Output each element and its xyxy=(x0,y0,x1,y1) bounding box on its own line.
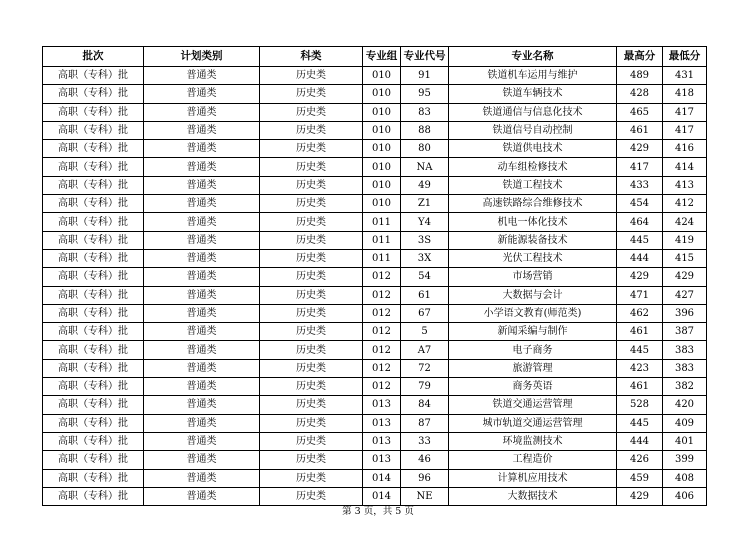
cell-major-code: 79 xyxy=(401,378,449,396)
cell-major-name: 铁道信号自动控制 xyxy=(449,121,617,139)
cell-subject-category: 历史类 xyxy=(260,231,363,249)
column-header-lowest-score: 最低分 xyxy=(663,47,707,67)
cell-major-code: 5 xyxy=(401,323,449,341)
cell-batch: 高职（专科）批 xyxy=(43,359,144,377)
cell-batch: 高职（专科）批 xyxy=(43,213,144,231)
cell-subject-category: 历史类 xyxy=(260,323,363,341)
table-row xyxy=(43,158,707,176)
table-row xyxy=(43,487,707,505)
cell-subject-category: 历史类 xyxy=(260,195,363,213)
cell-highest-score: 429 xyxy=(617,487,663,505)
cell-batch: 高职（专科）批 xyxy=(43,451,144,469)
table-row xyxy=(43,451,707,469)
table-row xyxy=(43,469,707,487)
cell-major-group: 013 xyxy=(363,451,401,469)
cell-major-name: 铁道机车运用与维护 xyxy=(449,67,617,85)
cell-major-code: 3X xyxy=(401,249,449,267)
cell-major-code: 95 xyxy=(401,85,449,103)
cell-highest-score: 454 xyxy=(617,195,663,213)
cell-subject-category: 历史类 xyxy=(260,268,363,286)
cell-major-name: 高速铁路综合维修技术 xyxy=(449,195,617,213)
cell-major-group: 010 xyxy=(363,67,401,85)
cell-major-group: 011 xyxy=(363,249,401,267)
cell-subject-category: 历史类 xyxy=(260,176,363,194)
cell-lowest-score: 427 xyxy=(663,286,707,304)
table-row xyxy=(43,341,707,359)
cell-subject-category: 历史类 xyxy=(260,304,363,322)
cell-batch: 高职（专科）批 xyxy=(43,341,144,359)
cell-lowest-score: 406 xyxy=(663,487,707,505)
cell-plan-category: 普通类 xyxy=(144,103,260,121)
cell-subject-category: 历史类 xyxy=(260,67,363,85)
table-row xyxy=(43,378,707,396)
cell-major-name: 新能源装备技术 xyxy=(449,231,617,249)
cell-major-code: NE xyxy=(401,487,449,505)
cell-major-name: 铁道通信与信息化技术 xyxy=(449,103,617,121)
cell-major-group: 013 xyxy=(363,414,401,432)
cell-plan-category: 普通类 xyxy=(144,432,260,450)
cell-highest-score: 465 xyxy=(617,103,663,121)
column-header-major-group: 专业组 xyxy=(363,47,401,67)
cell-highest-score: 429 xyxy=(617,268,663,286)
table-row xyxy=(43,432,707,450)
cell-plan-category: 普通类 xyxy=(144,121,260,139)
cell-lowest-score: 419 xyxy=(663,231,707,249)
cell-subject-category: 历史类 xyxy=(260,378,363,396)
cell-lowest-score: 383 xyxy=(663,341,707,359)
cell-highest-score: 489 xyxy=(617,67,663,85)
table-row xyxy=(43,249,707,267)
cell-major-name: 光伏工程技术 xyxy=(449,249,617,267)
table-header-row xyxy=(43,47,707,67)
table-body xyxy=(43,67,707,506)
cell-lowest-score: 424 xyxy=(663,213,707,231)
cell-highest-score: 464 xyxy=(617,213,663,231)
table-row xyxy=(43,121,707,139)
cell-lowest-score: 396 xyxy=(663,304,707,322)
table-row xyxy=(43,286,707,304)
table-row xyxy=(43,268,707,286)
cell-subject-category: 历史类 xyxy=(260,140,363,158)
cell-batch: 高职（专科）批 xyxy=(43,195,144,213)
cell-plan-category: 普通类 xyxy=(144,195,260,213)
cell-subject-category: 历史类 xyxy=(260,341,363,359)
cell-subject-category: 历史类 xyxy=(260,487,363,505)
cell-major-group: 010 xyxy=(363,121,401,139)
table-row xyxy=(43,176,707,194)
column-header-subject-category: 科类 xyxy=(260,47,363,67)
cell-lowest-score: 412 xyxy=(663,195,707,213)
page-number-footer: 第 3 页，共 5 页 xyxy=(342,506,414,517)
cell-highest-score: 462 xyxy=(617,304,663,322)
cell-major-group: 011 xyxy=(363,231,401,249)
cell-plan-category: 普通类 xyxy=(144,469,260,487)
cell-subject-category: 历史类 xyxy=(260,286,363,304)
cell-batch: 高职（专科）批 xyxy=(43,176,144,194)
cell-major-name: 铁道工程技术 xyxy=(449,176,617,194)
table-row xyxy=(43,414,707,432)
cell-major-group: 014 xyxy=(363,469,401,487)
cell-major-name: 动车组检修技术 xyxy=(449,158,617,176)
table-row xyxy=(43,140,707,158)
cell-batch: 高职（专科）批 xyxy=(43,432,144,450)
cell-major-name: 铁道供电技术 xyxy=(449,140,617,158)
cell-batch: 高职（专科）批 xyxy=(43,323,144,341)
cell-major-group: 010 xyxy=(363,85,401,103)
cell-batch: 高职（专科）批 xyxy=(43,121,144,139)
cell-major-group: 011 xyxy=(363,213,401,231)
cell-batch: 高职（专科）批 xyxy=(43,396,144,414)
cell-batch: 高职（专科）批 xyxy=(43,140,144,158)
cell-highest-score: 428 xyxy=(617,85,663,103)
cell-major-group: 010 xyxy=(363,103,401,121)
cell-major-name: 铁道车辆技术 xyxy=(449,85,617,103)
cell-major-group: 012 xyxy=(363,378,401,396)
cell-highest-score: 426 xyxy=(617,451,663,469)
cell-plan-category: 普通类 xyxy=(144,231,260,249)
cell-subject-category: 历史类 xyxy=(260,213,363,231)
cell-batch: 高职（专科）批 xyxy=(43,85,144,103)
cell-highest-score: 461 xyxy=(617,323,663,341)
cell-major-name: 机电一体化技术 xyxy=(449,213,617,231)
cell-batch: 高职（专科）批 xyxy=(43,67,144,85)
column-header-major-code: 专业代号 xyxy=(401,47,449,67)
cell-highest-score: 444 xyxy=(617,249,663,267)
cell-highest-score: 417 xyxy=(617,158,663,176)
cell-lowest-score: 413 xyxy=(663,176,707,194)
cell-major-code: 87 xyxy=(401,414,449,432)
cell-lowest-score: 416 xyxy=(663,140,707,158)
cell-plan-category: 普通类 xyxy=(144,359,260,377)
cell-batch: 高职（专科）批 xyxy=(43,487,144,505)
cell-lowest-score: 382 xyxy=(663,378,707,396)
cell-lowest-score: 414 xyxy=(663,158,707,176)
cell-major-group: 010 xyxy=(363,140,401,158)
cell-highest-score: 444 xyxy=(617,432,663,450)
cell-major-name: 城市轨道交通运营管理 xyxy=(449,414,617,432)
cell-lowest-score: 418 xyxy=(663,85,707,103)
table-row xyxy=(43,396,707,414)
cell-highest-score: 471 xyxy=(617,286,663,304)
cell-major-code: 88 xyxy=(401,121,449,139)
cell-major-group: 013 xyxy=(363,396,401,414)
table-row xyxy=(43,231,707,249)
cell-major-group: 012 xyxy=(363,304,401,322)
cell-major-code: 46 xyxy=(401,451,449,469)
cell-major-code: 80 xyxy=(401,140,449,158)
cell-major-code: 3S xyxy=(401,231,449,249)
cell-batch: 高职（专科）批 xyxy=(43,286,144,304)
cell-major-code: 49 xyxy=(401,176,449,194)
cell-major-name: 铁道交通运营管理 xyxy=(449,396,617,414)
cell-plan-category: 普通类 xyxy=(144,304,260,322)
cell-subject-category: 历史类 xyxy=(260,414,363,432)
cell-plan-category: 普通类 xyxy=(144,67,260,85)
cell-major-code: 91 xyxy=(401,67,449,85)
cell-lowest-score: 383 xyxy=(663,359,707,377)
cell-lowest-score: 401 xyxy=(663,432,707,450)
table-row xyxy=(43,103,707,121)
cell-plan-category: 普通类 xyxy=(144,85,260,103)
cell-subject-category: 历史类 xyxy=(260,158,363,176)
cell-major-name: 市场营销 xyxy=(449,268,617,286)
column-header-plan-category: 计划类别 xyxy=(144,47,260,67)
cell-highest-score: 445 xyxy=(617,231,663,249)
cell-subject-category: 历史类 xyxy=(260,451,363,469)
cell-major-name: 工程造价 xyxy=(449,451,617,469)
cell-plan-category: 普通类 xyxy=(144,213,260,231)
cell-lowest-score: 417 xyxy=(663,121,707,139)
cell-major-group: 010 xyxy=(363,195,401,213)
cell-major-code: 54 xyxy=(401,268,449,286)
cell-lowest-score: 415 xyxy=(663,249,707,267)
column-header-batch: 批次 xyxy=(43,47,144,67)
cell-plan-category: 普通类 xyxy=(144,249,260,267)
cell-major-name: 小学语文教育(师范类) xyxy=(449,304,617,322)
cell-batch: 高职（专科）批 xyxy=(43,304,144,322)
table-row xyxy=(43,323,707,341)
admission-score-table xyxy=(42,46,707,506)
table-row xyxy=(43,85,707,103)
cell-major-code: 67 xyxy=(401,304,449,322)
cell-subject-category: 历史类 xyxy=(260,469,363,487)
cell-plan-category: 普通类 xyxy=(144,140,260,158)
column-header-major-name: 专业名称 xyxy=(449,47,617,67)
cell-batch: 高职（专科）批 xyxy=(43,469,144,487)
cell-major-group: 010 xyxy=(363,158,401,176)
table-row xyxy=(43,213,707,231)
cell-major-code: Z1 xyxy=(401,195,449,213)
cell-major-group: 012 xyxy=(363,323,401,341)
cell-major-name: 大数据技术 xyxy=(449,487,617,505)
cell-major-code: 83 xyxy=(401,103,449,121)
cell-plan-category: 普通类 xyxy=(144,268,260,286)
cell-highest-score: 423 xyxy=(617,359,663,377)
cell-major-group: 010 xyxy=(363,176,401,194)
cell-major-group: 013 xyxy=(363,432,401,450)
cell-subject-category: 历史类 xyxy=(260,103,363,121)
cell-plan-category: 普通类 xyxy=(144,176,260,194)
cell-major-group: 014 xyxy=(363,487,401,505)
column-header-highest-score: 最高分 xyxy=(617,47,663,67)
cell-major-name: 计算机应用技术 xyxy=(449,469,617,487)
cell-highest-score: 445 xyxy=(617,341,663,359)
cell-lowest-score: 409 xyxy=(663,414,707,432)
cell-batch: 高职（专科）批 xyxy=(43,378,144,396)
cell-batch: 高职（专科）批 xyxy=(43,249,144,267)
cell-major-group: 012 xyxy=(363,359,401,377)
cell-subject-category: 历史类 xyxy=(260,249,363,267)
cell-subject-category: 历史类 xyxy=(260,396,363,414)
cell-major-name: 新闻采编与制作 xyxy=(449,323,617,341)
cell-subject-category: 历史类 xyxy=(260,359,363,377)
cell-highest-score: 461 xyxy=(617,121,663,139)
cell-batch: 高职（专科）批 xyxy=(43,414,144,432)
cell-major-name: 电子商务 xyxy=(449,341,617,359)
cell-major-code: 61 xyxy=(401,286,449,304)
cell-plan-category: 普通类 xyxy=(144,378,260,396)
cell-major-code: NA xyxy=(401,158,449,176)
table-row xyxy=(43,195,707,213)
cell-plan-category: 普通类 xyxy=(144,414,260,432)
cell-plan-category: 普通类 xyxy=(144,396,260,414)
cell-lowest-score: 429 xyxy=(663,268,707,286)
cell-highest-score: 459 xyxy=(617,469,663,487)
cell-plan-category: 普通类 xyxy=(144,341,260,359)
cell-highest-score: 433 xyxy=(617,176,663,194)
cell-batch: 高职（专科）批 xyxy=(43,268,144,286)
cell-major-code: Y4 xyxy=(401,213,449,231)
table-row xyxy=(43,304,707,322)
cell-highest-score: 528 xyxy=(617,396,663,414)
cell-lowest-score: 408 xyxy=(663,469,707,487)
cell-lowest-score: 387 xyxy=(663,323,707,341)
cell-plan-category: 普通类 xyxy=(144,323,260,341)
cell-batch: 高职（专科）批 xyxy=(43,158,144,176)
cell-plan-category: 普通类 xyxy=(144,451,260,469)
cell-major-group: 012 xyxy=(363,268,401,286)
cell-highest-score: 445 xyxy=(617,414,663,432)
cell-highest-score: 429 xyxy=(617,140,663,158)
cell-highest-score: 461 xyxy=(617,378,663,396)
cell-plan-category: 普通类 xyxy=(144,487,260,505)
cell-lowest-score: 420 xyxy=(663,396,707,414)
cell-major-code: A7 xyxy=(401,341,449,359)
table-row xyxy=(43,67,707,85)
cell-plan-category: 普通类 xyxy=(144,158,260,176)
cell-major-group: 012 xyxy=(363,286,401,304)
cell-major-code: 72 xyxy=(401,359,449,377)
cell-major-group: 012 xyxy=(363,341,401,359)
cell-major-code: 96 xyxy=(401,469,449,487)
cell-major-name: 大数据与会计 xyxy=(449,286,617,304)
cell-lowest-score: 417 xyxy=(663,103,707,121)
cell-batch: 高职（专科）批 xyxy=(43,231,144,249)
table-row xyxy=(43,359,707,377)
cell-lowest-score: 399 xyxy=(663,451,707,469)
cell-major-code: 33 xyxy=(401,432,449,450)
cell-major-code: 84 xyxy=(401,396,449,414)
cell-major-name: 环境监测技术 xyxy=(449,432,617,450)
cell-subject-category: 历史类 xyxy=(260,85,363,103)
cell-subject-category: 历史类 xyxy=(260,121,363,139)
cell-batch: 高职（专科）批 xyxy=(43,103,144,121)
cell-major-name: 旅游管理 xyxy=(449,359,617,377)
cell-lowest-score: 431 xyxy=(663,67,707,85)
cell-subject-category: 历史类 xyxy=(260,432,363,450)
cell-plan-category: 普通类 xyxy=(144,286,260,304)
cell-major-name: 商务英语 xyxy=(449,378,617,396)
